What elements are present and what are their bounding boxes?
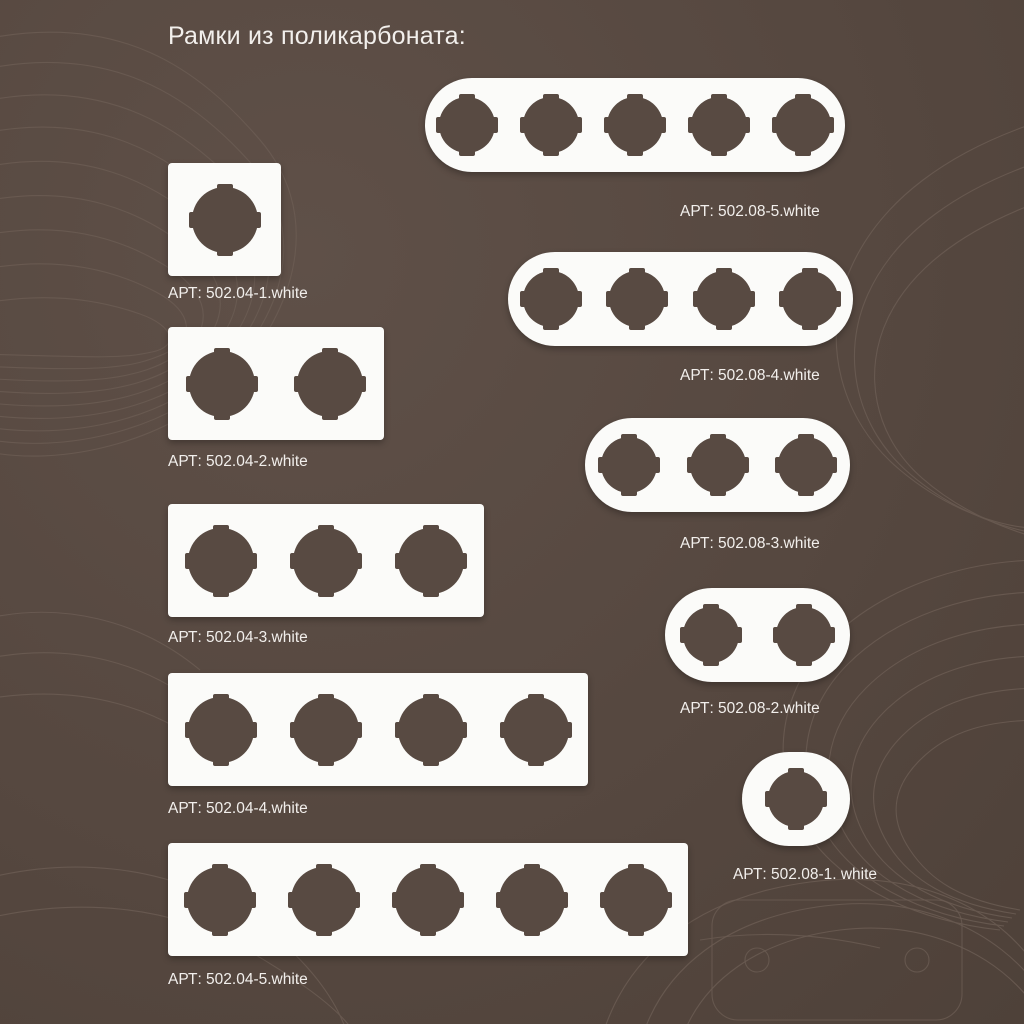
- aperture-notch: [788, 768, 804, 775]
- aperture-notch: [628, 929, 644, 936]
- aperture-notch: [355, 722, 362, 738]
- aperture-notch: [628, 864, 644, 871]
- aperture-notch: [773, 627, 780, 643]
- aperture-notch: [798, 434, 814, 441]
- aperture-notch: [250, 553, 257, 569]
- aperture-notch: [828, 627, 835, 643]
- aperture-notch: [288, 892, 295, 908]
- aperture-notch: [353, 892, 360, 908]
- frame-aperture: [188, 697, 254, 763]
- frame-502.08-5[interactable]: [425, 78, 845, 172]
- aperture-notch: [217, 249, 233, 256]
- aperture-notch: [735, 627, 742, 643]
- frame-aperture: [775, 97, 831, 153]
- aperture-notch: [543, 268, 559, 275]
- frame-aperture: [603, 867, 669, 933]
- aperture-notch: [249, 892, 256, 908]
- aperture-notch: [395, 553, 402, 569]
- frame-502.04-2[interactable]: [168, 327, 384, 440]
- aperture-notch: [772, 117, 779, 133]
- frame-aperture: [439, 97, 495, 153]
- aperture-notch: [212, 864, 228, 871]
- aperture-notch: [703, 659, 719, 666]
- frame-aperture: [768, 771, 824, 827]
- frame-aperture: [293, 697, 359, 763]
- aperture-notch: [680, 627, 687, 643]
- aperture-notch: [627, 94, 643, 101]
- aperture-notch: [653, 457, 660, 473]
- frame-aperture: [398, 697, 464, 763]
- aperture-notch: [661, 291, 668, 307]
- aperture-notch: [316, 864, 332, 871]
- frame-aperture: [189, 351, 255, 417]
- aperture-notch: [659, 117, 666, 133]
- aperture-notch: [775, 457, 782, 473]
- aperture-notch: [543, 94, 559, 101]
- product-caption-502.08-4: АРТ: 502.08-4.white: [680, 367, 820, 384]
- frame-502.08-3[interactable]: [585, 418, 850, 512]
- aperture-notch: [716, 323, 732, 330]
- page-title: Рамки из поликарбоната:: [168, 22, 466, 50]
- aperture-notch: [606, 291, 613, 307]
- aperture-notch: [213, 525, 229, 532]
- aperture-notch: [459, 149, 475, 156]
- aperture-notch: [318, 525, 334, 532]
- aperture-notch: [798, 489, 814, 496]
- aperture-notch: [322, 348, 338, 355]
- aperture-notch: [543, 323, 559, 330]
- aperture-notch: [520, 117, 527, 133]
- aperture-notch: [711, 149, 727, 156]
- aperture-notch: [779, 291, 786, 307]
- aperture-notch: [703, 604, 719, 611]
- aperture-notch: [392, 892, 399, 908]
- frame-aperture: [187, 867, 253, 933]
- product-caption-502.08-5: АРТ: 502.08-5.white: [680, 203, 820, 220]
- aperture-notch: [820, 791, 827, 807]
- frame-aperture: [523, 271, 579, 327]
- frame-aperture: [503, 697, 569, 763]
- aperture-notch: [711, 94, 727, 101]
- aperture-notch: [213, 590, 229, 597]
- frame-aperture: [523, 97, 579, 153]
- frame-502.08-4[interactable]: [508, 252, 853, 346]
- aperture-notch: [598, 457, 605, 473]
- frame-aperture: [683, 607, 739, 663]
- aperture-notch: [621, 489, 637, 496]
- frame-502.04-1[interactable]: [168, 163, 281, 276]
- aperture-notch: [665, 892, 672, 908]
- aperture-notch: [500, 722, 507, 738]
- frame-aperture: [398, 528, 464, 594]
- product-caption-502.04-4: АРТ: 502.04-4.white: [168, 800, 308, 817]
- aperture-notch: [575, 291, 582, 307]
- frame-aperture: [691, 97, 747, 153]
- aperture-notch: [214, 348, 230, 355]
- aperture-notch: [629, 323, 645, 330]
- aperture-notch: [687, 457, 694, 473]
- aperture-notch: [796, 659, 812, 666]
- aperture-notch: [254, 212, 261, 228]
- aperture-notch: [189, 212, 196, 228]
- frame-aperture: [690, 437, 746, 493]
- frame-502.08-2[interactable]: [665, 588, 850, 682]
- aperture-notch: [627, 149, 643, 156]
- frame-aperture: [293, 528, 359, 594]
- aperture-notch: [693, 291, 700, 307]
- aperture-notch: [524, 929, 540, 936]
- aperture-notch: [436, 117, 443, 133]
- frame-aperture: [782, 271, 838, 327]
- aperture-notch: [294, 376, 301, 392]
- aperture-notch: [710, 489, 726, 496]
- aperture-notch: [460, 722, 467, 738]
- aperture-notch: [795, 94, 811, 101]
- product-caption-502.08-2: АРТ: 502.08-2.white: [680, 700, 820, 717]
- aperture-notch: [524, 864, 540, 871]
- aperture-notch: [629, 268, 645, 275]
- aperture-notch: [185, 722, 192, 738]
- aperture-notch: [600, 892, 607, 908]
- aperture-notch: [748, 291, 755, 307]
- aperture-notch: [460, 553, 467, 569]
- aperture-notch: [186, 376, 193, 392]
- aperture-notch: [395, 722, 402, 738]
- aperture-notch: [710, 434, 726, 441]
- aperture-notch: [788, 823, 804, 830]
- frame-aperture: [395, 867, 461, 933]
- frame-aperture: [778, 437, 834, 493]
- product-caption-502.04-2: АРТ: 502.04-2.white: [168, 453, 308, 470]
- frame-502.04-3[interactable]: [168, 504, 484, 617]
- frame-aperture: [188, 528, 254, 594]
- aperture-notch: [457, 892, 464, 908]
- aperture-notch: [185, 553, 192, 569]
- aperture-notch: [459, 94, 475, 101]
- aperture-notch: [423, 759, 439, 766]
- aperture-notch: [765, 791, 772, 807]
- aperture-notch: [322, 413, 338, 420]
- aperture-notch: [423, 694, 439, 701]
- frame-aperture: [291, 867, 357, 933]
- frame-aperture: [192, 187, 258, 253]
- aperture-notch: [355, 553, 362, 569]
- frame-502.08-1[interactable]: [742, 752, 850, 846]
- aperture-notch: [316, 929, 332, 936]
- aperture-notch: [217, 184, 233, 191]
- aperture-notch: [621, 434, 637, 441]
- frame-aperture: [297, 351, 363, 417]
- aperture-notch: [423, 590, 439, 597]
- frame-aperture: [499, 867, 565, 933]
- product-caption-502.08-1: АРТ: 502.08-1. white: [732, 866, 878, 883]
- aperture-notch: [491, 117, 498, 133]
- aperture-notch: [834, 291, 841, 307]
- aperture-notch: [213, 759, 229, 766]
- aperture-notch: [214, 413, 230, 420]
- aperture-notch: [795, 149, 811, 156]
- aperture-notch: [743, 117, 750, 133]
- aperture-notch: [420, 929, 436, 936]
- aperture-notch: [318, 590, 334, 597]
- frame-502.04-4[interactable]: [168, 673, 588, 786]
- aperture-notch: [213, 694, 229, 701]
- aperture-notch: [802, 268, 818, 275]
- aperture-notch: [423, 525, 439, 532]
- aperture-notch: [496, 892, 503, 908]
- aperture-notch: [796, 604, 812, 611]
- aperture-notch: [561, 892, 568, 908]
- aperture-notch: [318, 759, 334, 766]
- aperture-notch: [742, 457, 749, 473]
- aperture-notch: [212, 929, 228, 936]
- aperture-notch: [802, 323, 818, 330]
- aperture-notch: [827, 117, 834, 133]
- aperture-notch: [290, 722, 297, 738]
- aperture-notch: [543, 149, 559, 156]
- aperture-notch: [716, 268, 732, 275]
- aperture-notch: [575, 117, 582, 133]
- frame-aperture: [776, 607, 832, 663]
- aperture-notch: [250, 722, 257, 738]
- aperture-notch: [251, 376, 258, 392]
- frame-aperture: [607, 97, 663, 153]
- product-caption-502.04-1: АРТ: 502.04-1.white: [168, 285, 308, 302]
- aperture-notch: [184, 892, 191, 908]
- aperture-notch: [528, 694, 544, 701]
- aperture-notch: [604, 117, 611, 133]
- product-caption-502.04-5: АРТ: 502.04-5.white: [168, 971, 308, 988]
- aperture-notch: [528, 759, 544, 766]
- aperture-notch: [290, 553, 297, 569]
- aperture-notch: [420, 864, 436, 871]
- frame-502.04-5[interactable]: [168, 843, 688, 956]
- aperture-notch: [359, 376, 366, 392]
- aperture-notch: [688, 117, 695, 133]
- product-caption-502.08-3: АРТ: 502.08-3.white: [680, 535, 820, 552]
- aperture-notch: [565, 722, 572, 738]
- aperture-notch: [830, 457, 837, 473]
- frame-aperture: [609, 271, 665, 327]
- frame-aperture: [696, 271, 752, 327]
- frame-aperture: [601, 437, 657, 493]
- aperture-notch: [318, 694, 334, 701]
- product-caption-502.04-3: АРТ: 502.04-3.white: [168, 629, 308, 646]
- aperture-notch: [520, 291, 527, 307]
